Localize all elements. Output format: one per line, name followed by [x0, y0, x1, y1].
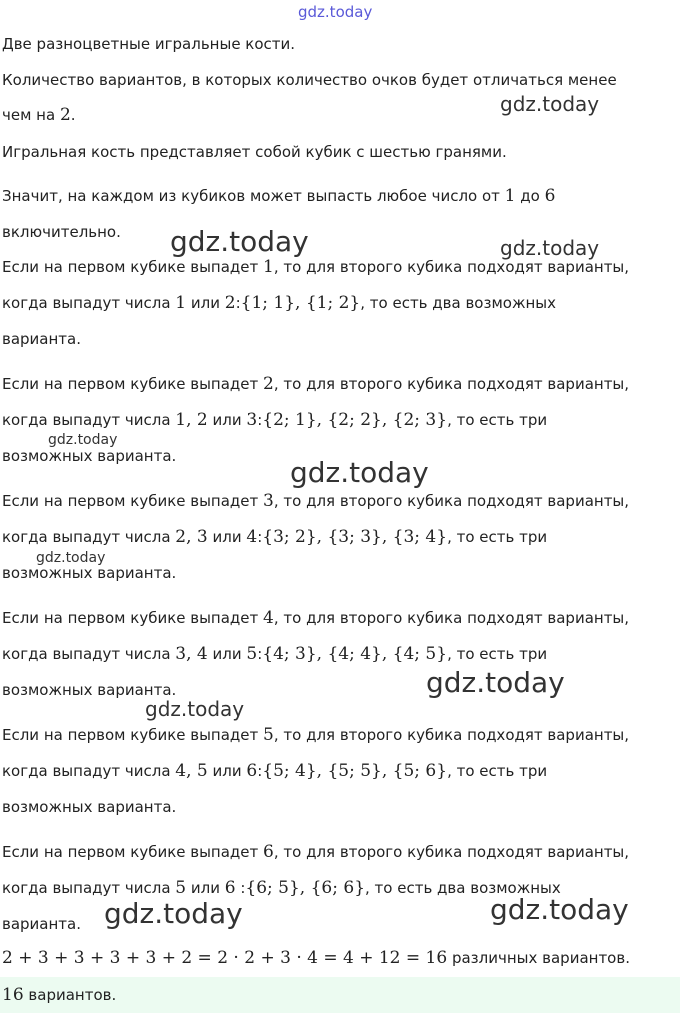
case-colon: :: [257, 528, 263, 546]
watermark-top: gdz.today: [298, 3, 373, 21]
case-text: , то для второго кубика подходят варианты,: [273, 726, 630, 744]
case-text: или: [186, 294, 225, 312]
case-numbers: 5: [175, 878, 187, 898]
watermark: gdz.today: [290, 456, 429, 489]
case-text: , то для второго кубика подходят варианты,: [273, 492, 630, 510]
case-last-number: 2: [224, 293, 236, 313]
case-last-number: 3: [246, 410, 258, 430]
case-text: , то для второго кубика подходят варианты,: [273, 258, 630, 276]
cube-text: до: [515, 187, 545, 205]
case-colon: :: [257, 762, 263, 780]
case-line-2: [2, 761, 547, 781]
case-line-2: [2, 527, 547, 547]
case-number: 4: [263, 608, 274, 628]
case-text: , то есть три: [447, 645, 548, 663]
case-text: или: [207, 411, 247, 429]
case-colon: :: [257, 645, 263, 663]
case-text: , то для второго кубика подходят варианты,: [273, 843, 630, 861]
case-colon: :: [235, 294, 241, 312]
cube-line-3: включительно.: [2, 223, 121, 241]
case-text: когда выпадут числа: [2, 762, 176, 780]
case-sets: {6; 5}, {6; 6}: [245, 878, 366, 898]
math: 2: [59, 105, 71, 125]
case-text: когда выпадут числа: [2, 294, 176, 312]
case-text: когда выпадут числа: [2, 528, 176, 546]
case-sets: {4; 3}, {4; 4}, {4; 5}: [262, 644, 448, 664]
cube-text: Значит, на каждом из кубиков может выпасть любое число от: [2, 187, 505, 205]
case-line-1: [2, 257, 629, 277]
case-text: или: [186, 879, 225, 897]
case-sets: {2; 1}, {2; 2}, {2; 3}: [262, 410, 448, 430]
watermark: gdz.today: [104, 897, 243, 930]
intro-text: чем на: [2, 106, 60, 124]
case-numbers: 1, 2: [175, 410, 208, 430]
case-text: Если на первом кубике выпадет: [2, 375, 264, 393]
case-line-1: [2, 374, 629, 394]
case-line-1: [2, 491, 629, 511]
case-numbers: 4, 5: [175, 761, 208, 781]
case-text: Если на первом кубике выпадет: [2, 258, 264, 276]
case-line-3: возможных варианта.: [2, 798, 177, 816]
sum-text: различных вариантов.: [447, 949, 630, 967]
sum-expression: 2 + 3 + 3 + 3 + 3 + 2 = 2 · 2 + 3 · 4 = 4 + 12 = 16: [2, 948, 448, 968]
sum-line: [2, 948, 630, 968]
case-line-3: возможных варианта.: [2, 681, 177, 699]
case-numbers: 2, 3: [175, 527, 208, 547]
case-number: 6: [263, 842, 274, 862]
case-text: , то для второго кубика подходят варианты,: [273, 375, 630, 393]
case-line-2: [2, 878, 561, 898]
case-text: , то есть три: [447, 411, 548, 429]
case-line-2: [2, 293, 556, 313]
case-text: когда выпадут числа: [2, 645, 176, 663]
watermark: gdz.today: [500, 92, 600, 116]
watermark: gdz.today: [145, 697, 245, 721]
case-number: 5: [263, 725, 274, 745]
case-last-number: 6: [224, 878, 236, 898]
case-text: , то для второго кубика подходят варианты,: [273, 609, 630, 627]
case-line-1: [2, 608, 629, 628]
case-line-2: [2, 410, 547, 430]
case-text: когда выпадут числа: [2, 411, 176, 429]
intro-line-2: Количество вариантов, в которых количество очков будет отличаться менее: [2, 71, 617, 89]
case-number: 3: [263, 491, 274, 511]
intro-line-1: Две разноцветные игральные кости.: [2, 35, 296, 53]
case-numbers: 3, 4: [175, 644, 208, 664]
case-text: , то есть три: [447, 762, 548, 780]
case-text: , то есть два возможных: [360, 294, 556, 312]
watermark: gdz.today: [490, 893, 629, 926]
watermark: gdz.today: [48, 432, 118, 448]
intro-line-3: [2, 105, 76, 125]
math: 1: [504, 186, 516, 206]
case-line-2: [2, 644, 547, 664]
case-line-3: возможных варианта.: [2, 564, 177, 582]
case-line-3: возможных варианта.: [2, 447, 177, 465]
watermark: gdz.today: [170, 225, 309, 258]
answer-number: 16: [2, 985, 24, 1005]
case-sets: {1; 1}, {1; 2}: [240, 293, 361, 313]
watermark: gdz.today: [36, 550, 106, 566]
case-text: , то есть три: [447, 528, 548, 546]
case-sets: {3; 2}, {3; 3}, {3; 4}: [262, 527, 448, 547]
case-line-3: варианта.: [2, 915, 81, 933]
case-last-number: 5: [246, 644, 258, 664]
case-line-1: [2, 842, 629, 862]
answer-label: вариантов.: [23, 986, 117, 1004]
case-colon: :: [257, 411, 263, 429]
watermark: gdz.today: [426, 666, 565, 699]
case-text: , то есть два возможных: [365, 879, 561, 897]
math: 6: [544, 186, 556, 206]
case-numbers: 1: [175, 293, 187, 313]
case-last-number: 4: [246, 527, 258, 547]
case-text: или: [207, 645, 247, 663]
case-text: когда выпадут числа: [2, 879, 176, 897]
case-text: Если на первом кубике выпадет: [2, 609, 264, 627]
answer: [2, 985, 116, 1005]
case-text: Если на первом кубике выпадет: [2, 726, 264, 744]
cube-line-2: [2, 186, 555, 206]
case-text: Если на первом кубике выпадет: [2, 843, 264, 861]
case-number: 1: [263, 257, 274, 277]
intro-text: .: [70, 106, 76, 124]
case-text: или: [207, 762, 247, 780]
case-last-number: 6: [246, 761, 258, 781]
case-sets: {5; 4}, {5; 5}, {5; 6}: [262, 761, 448, 781]
cube-line-1: Игральная кость представляет собой кубик с шестью гранями.: [2, 143, 507, 161]
watermark: gdz.today: [500, 236, 600, 260]
case-line-1: [2, 725, 629, 745]
case-line-3: варианта.: [2, 330, 81, 348]
case-text: Если на первом кубике выпадет: [2, 492, 264, 510]
case-number: 2: [263, 374, 274, 394]
case-text: или: [207, 528, 247, 546]
case-colon: :: [235, 879, 246, 897]
